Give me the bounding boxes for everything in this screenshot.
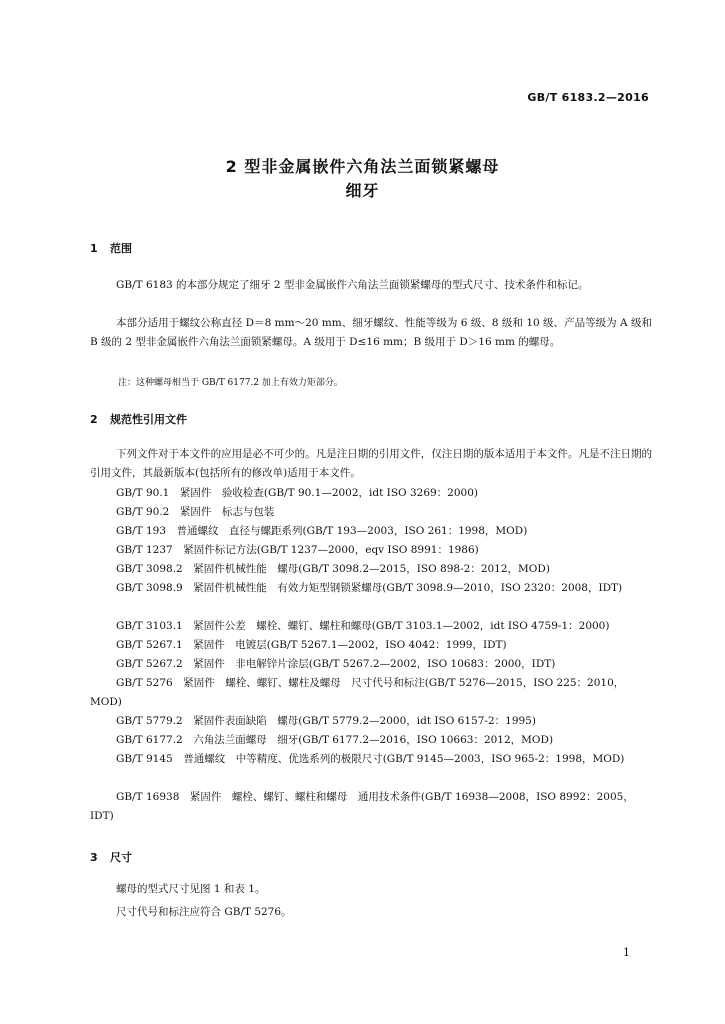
references-intro (90, 445, 652, 483)
section-number: 2 (90, 413, 98, 426)
section-title: 规范性引用文件 (110, 413, 187, 426)
scope-paragraph-2 (90, 314, 652, 352)
reference-item (90, 503, 652, 522)
scope-text-1: GB/T 6183 的本部分规定了细牙 2 型非金属嵌件六角法兰面锁紧螺母的型式尺寸、技术条件和标记。 (116, 279, 589, 291)
reference-item (90, 788, 652, 826)
section-3-heading (90, 849, 132, 865)
reference-text: GB/T 3103.1 紧固件公差 螺栓、螺钉、螺柱和螺母(GB/T 3103.1—2002，idt ISO 4759-1：2000) (116, 620, 610, 632)
reference-text: GB/T 90.2 紧固件 标志与包装 (116, 506, 275, 518)
reference-item (90, 484, 652, 503)
reference-text: GB/T 1237 紧固件标记方法(GB/T 1237—2000，eqv ISO 8991：1986) (116, 544, 479, 556)
document-title: 2 型非金属嵌件六角法兰面锁紧螺母 (225, 157, 500, 176)
reference-text: GB/T 9145 普通螺纹 中等精度、优选系列的极限尺寸(GB/T 9145—2003，ISO 965-2：1998，MOD) (116, 753, 625, 765)
reference-item (90, 560, 652, 579)
reference-item (90, 636, 652, 655)
reference-text: GB/T 5267.2 紧固件 非电解锌片涂层(GB/T 5267.2—2002，ISO 10683：2000，IDT) (116, 658, 556, 670)
reference-text: GB/T 5276 紧固件 螺栓、螺钉、螺柱及螺母 尺寸代号和标注(GB/T 5276—2015，ISO 225：2010，MOD) (90, 677, 625, 708)
reference-item (90, 579, 652, 598)
reference-text: GB/T 16938 紧固件 螺栓、螺钉、螺柱和螺母 通用技术条件(GB/T 16938—2008，ISO 8992：2005，IDT) (90, 791, 634, 822)
standard-number: GB/T 6183.2—2016 (527, 91, 649, 104)
page-number: 1 (623, 946, 630, 959)
dimensions-text-2: 尺寸代号和标注应符合 GB/T 5276。 (116, 906, 292, 918)
section-1-heading (90, 240, 132, 256)
section-number: 1 (90, 242, 98, 255)
section-2-heading (90, 411, 187, 427)
reference-item (90, 674, 652, 712)
section-number: 3 (90, 851, 98, 864)
section-title: 范围 (110, 242, 132, 255)
scope-text-2: 本部分适用于螺纹公称直径 D＝8 mm～20 mm、细牙螺纹、性能等级为 6 级、8 级和 10 级、产品等级为 A 级和 B 级的 2 型非金属嵌件六角法兰面锁紧螺母。A 级用于 D≤16 mm；B 级用于 D＞16 mm 的螺母。 (90, 317, 652, 348)
reference-item (90, 750, 652, 769)
dimensions-text-1: 螺母的型式尺寸见图 1 和表 1。 (116, 883, 266, 895)
reference-item (90, 712, 652, 731)
reference-text: GB/T 3098.9 紧固件机械性能 有效力矩型钢锁紧螺母(GB/T 3098.9—2010，ISO 2320：2008，IDT) (116, 582, 623, 594)
reference-item (90, 541, 652, 560)
reference-text: GB/T 6177.2 六角法兰面螺母 细牙(GB/T 6177.2—2016，ISO 10663：2012，MOD) (116, 734, 554, 746)
document-subtitle: 细牙 (345, 181, 380, 200)
reference-item (90, 522, 652, 541)
reference-item (90, 655, 652, 674)
scope-paragraph-1 (90, 276, 652, 295)
dimensions-paragraph-2 (90, 903, 652, 922)
reference-text: GB/T 5779.2 紧固件表面缺陷 螺母(GB/T 5779.2—2000，idt ISO 6157-2：1995) (116, 715, 536, 727)
reference-text: GB/T 193 普通螺纹 直径与螺距系列(GB/T 193—2003，ISO 261：1998，MOD) (116, 525, 528, 537)
dimensions-paragraph-1 (90, 880, 652, 899)
section-title: 尺寸 (110, 851, 132, 864)
reference-text: GB/T 5267.1 紧固件 电镀层(GB/T 5267.1—2002，ISO 4042：1999，IDT) (116, 639, 507, 651)
reference-item (90, 617, 652, 636)
reference-text: GB/T 3098.2 紧固件机械性能 螺母(GB/T 3098.2—2015，ISO 898-2：2012，MOD) (116, 563, 550, 575)
reference-item (90, 731, 652, 750)
references-intro-text: 下列文件对于本文件的应用是必不可少的。凡是注日期的引用文件，仅注日期的版本适用于本文件。凡是不注日期的引用文件，其最新版本(包括所有的修改单)适用于本文件。 (90, 448, 652, 479)
reference-text: GB/T 90.1 紧固件 验收检查(GB/T 90.1—2002，idt ISO 3269：2000) (116, 487, 479, 499)
scope-note: 注：这种螺母相当于 GB/T 6177.2 加上有效力矩部分。 (118, 378, 343, 388)
